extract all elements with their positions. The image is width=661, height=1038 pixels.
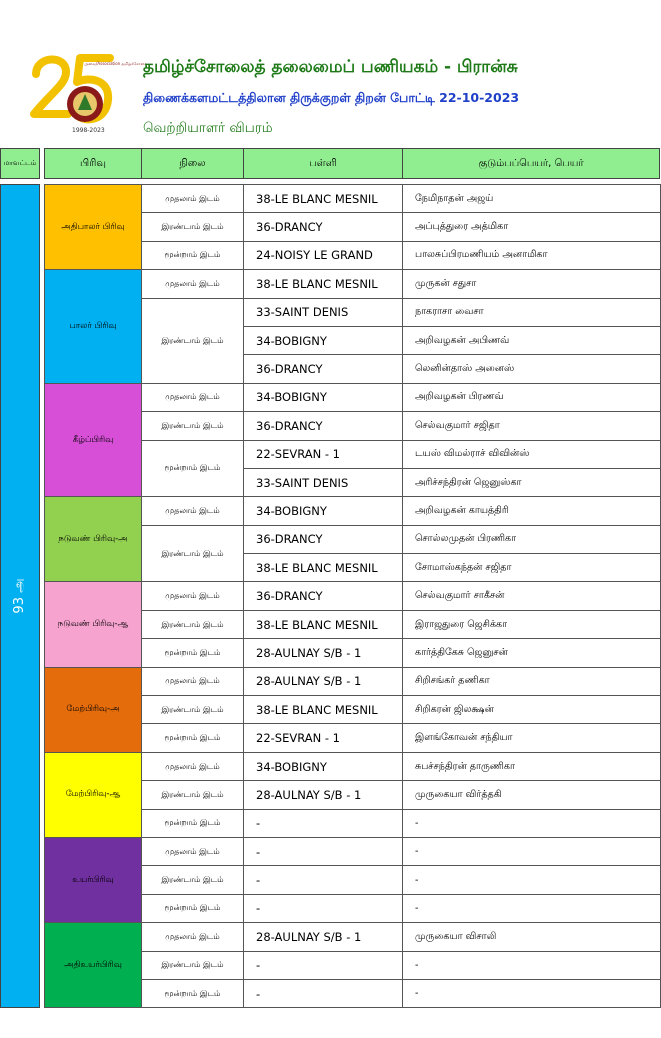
winner-name-cell: நாகராசா வைசா xyxy=(403,298,661,326)
column-header-school: பள்ளி xyxy=(243,148,403,179)
section-title: வெற்றியாளர் விபரம் xyxy=(143,120,273,136)
winner-name-cell: நேமிநாதன் அஜய் xyxy=(403,185,661,213)
school-cell: 34-BOBIGNY xyxy=(244,752,403,780)
winner-name-cell: முருகையா விர்த்தகி xyxy=(403,781,661,809)
place-cell: இரண்டாம் இடம் xyxy=(142,525,244,582)
column-header-place: நிலை xyxy=(141,148,244,179)
school-cell: - xyxy=(244,951,403,979)
winner-name-cell: கார்த்திகேசு ஜெனுசன் xyxy=(403,639,661,667)
winner-name-cell: - xyxy=(403,809,661,837)
school-cell: 38-LE BLANC MESNIL xyxy=(244,185,403,213)
school-cell: 34-BOBIGNY xyxy=(244,326,403,354)
category-cell: மேற்பிரிவு-ஆ xyxy=(45,752,142,837)
school-cell: 28-AULNAY S/B - 1 xyxy=(244,667,403,695)
winner-name-cell: முருகன் சதுசா xyxy=(403,270,661,298)
school-cell: 38-LE BLANC MESNIL xyxy=(244,696,403,724)
winner-name-cell: சோமாஸ்கந்தன் சஜிதா xyxy=(403,554,661,582)
school-cell: 28-AULNAY S/B - 1 xyxy=(244,923,403,951)
table-row xyxy=(45,383,661,411)
results-table xyxy=(44,184,661,1008)
place-cell: மூன்றாம் இடம் xyxy=(142,440,244,497)
place-cell: முதலாம் இடம் xyxy=(142,582,244,610)
place-cell: இரண்டாம் இடம் xyxy=(142,866,244,894)
category-cell: அதிஉயர்பிரிவு xyxy=(45,923,142,1008)
place-cell: மூன்றாம் இடம் xyxy=(142,894,244,922)
page-subtitle: திணைக்களமட்டத்திலான திருக்குறள் திறன் போட்டி 22-10-2023 xyxy=(143,90,520,105)
school-cell: 38-LE BLANC MESNIL xyxy=(244,554,403,582)
winner-name-cell: செல்வகுமார் சஜிதா xyxy=(403,412,661,440)
logo-small-text: அவை/Association தமிழ்ச்சோலை xyxy=(84,61,148,66)
table-row xyxy=(45,582,661,610)
school-cell: 36-DRANCY xyxy=(244,213,403,241)
school-cell: - xyxy=(244,979,403,1007)
table-row xyxy=(45,497,661,525)
category-cell: அதிபாலர் பிரிவு xyxy=(45,185,142,270)
category-cell: நடுவண் பிரிவு-ஆ xyxy=(45,582,142,667)
page-title: தமிழ்ச்சோலைத் தலைமைப் பணியகம் - பிரான்சு xyxy=(143,57,518,77)
winner-name-cell: - xyxy=(403,894,661,922)
winner-name-cell: சுபச்சந்திரன் தாருணிகா xyxy=(403,752,661,780)
place-cell: முதலாம் இடம் xyxy=(142,837,244,865)
school-cell: 34-BOBIGNY xyxy=(244,383,403,411)
place-cell: இரண்டாம் இடம் xyxy=(142,298,244,383)
winner-name-cell: அரிச்சந்திரன் ஜெனுஸ்கா xyxy=(403,468,661,496)
category-cell: கீழ்ப்பிரிவு xyxy=(45,383,142,497)
place-cell: இரண்டாம் இடம் xyxy=(142,213,244,241)
winner-name-cell: இராஜதுரை ஜெசிக்கா xyxy=(403,610,661,638)
school-cell: 38-LE BLANC MESNIL xyxy=(244,610,403,638)
place-cell: முதலாம் இடம் xyxy=(142,270,244,298)
school-cell: 36-DRANCY xyxy=(244,412,403,440)
winner-name-cell: சிறிசங்கர் தணிகா xyxy=(403,667,661,695)
place-cell: முதலாம் இடம் xyxy=(142,383,244,411)
column-header-name: குடும்பப்பெயர், பெயர் xyxy=(402,148,660,179)
place-cell: மூன்றாம் இடம் xyxy=(142,979,244,1007)
place-cell: மூன்றாம் இடம் xyxy=(142,809,244,837)
place-cell: முதலாம் இடம் xyxy=(142,752,244,780)
place-cell: இரண்டாம் இடம் xyxy=(142,781,244,809)
school-cell: 36-DRANCY xyxy=(244,525,403,553)
place-cell: மூன்றாம் இடம் xyxy=(142,241,244,269)
table-row xyxy=(45,752,661,780)
place-cell: இரண்டாம் இடம் xyxy=(142,412,244,440)
table-row xyxy=(45,185,661,213)
district-label: 93 அ xyxy=(12,578,27,614)
category-cell: நடுவண் பிரிவு-அ xyxy=(45,497,142,582)
place-cell: முதலாம் இடம் xyxy=(142,923,244,951)
winner-name-cell: லெனின்தாஸ் அனைஸ் xyxy=(403,355,661,383)
winner-name-cell: சிறிகரன் ஜிலக்ஷன் xyxy=(403,696,661,724)
place-cell: இரண்டாம் இடம் xyxy=(142,610,244,638)
table-row xyxy=(45,923,661,951)
winner-name-cell: அப்புத்துரை அத்மிகா xyxy=(403,213,661,241)
school-cell: - xyxy=(244,809,403,837)
winner-name-cell: - xyxy=(403,837,661,865)
column-header-category: பிரிவு xyxy=(44,148,142,179)
school-cell: 34-BOBIGNY xyxy=(244,497,403,525)
school-cell: 33-SAINT DENIS xyxy=(244,298,403,326)
school-cell: 36-DRANCY xyxy=(244,582,403,610)
winner-name-cell: - xyxy=(403,866,661,894)
school-cell: 36-DRANCY xyxy=(244,355,403,383)
place-cell: இரண்டாம் இடம் xyxy=(142,951,244,979)
place-cell: முதலாம் இடம் xyxy=(142,497,244,525)
school-cell: 33-SAINT DENIS xyxy=(244,468,403,496)
winner-name-cell: டயஸ் விமல்ராச் விவின்ஸ் xyxy=(403,440,661,468)
table-row xyxy=(45,667,661,695)
winner-name-cell: அறிவழகன் காயத்திரி xyxy=(403,497,661,525)
column-header-district: மாவட்டம் xyxy=(0,148,40,179)
school-cell: 28-AULNAY S/B - 1 xyxy=(244,781,403,809)
winner-name-cell: - xyxy=(403,951,661,979)
logo-years: 1998-2023 xyxy=(72,127,105,134)
winner-name-cell: அறிவழகன் பிரணவ் xyxy=(403,383,661,411)
category-cell: பாலர் பிரிவு xyxy=(45,270,142,384)
winner-name-cell: - xyxy=(403,979,661,1007)
school-cell: - xyxy=(244,866,403,894)
school-cell: 24-NOISY LE GRAND xyxy=(244,241,403,269)
table-row xyxy=(45,837,661,865)
school-cell: 28-AULNAY S/B - 1 xyxy=(244,639,403,667)
winner-name-cell: முருகையா விசாலி xyxy=(403,923,661,951)
school-cell: 38-LE BLANC MESNIL xyxy=(244,270,403,298)
category-cell: மேற்பிரிவு-அ xyxy=(45,667,142,752)
winner-name-cell: அறிவழகன் அபிணவ் xyxy=(403,326,661,354)
district-cell xyxy=(0,184,40,1008)
place-cell: முதலாம் இடம் xyxy=(142,667,244,695)
winner-name-cell: பாலசுப்பிரமணியம் அனாமிகா xyxy=(403,241,661,269)
place-cell: முதலாம் இடம் xyxy=(142,185,244,213)
category-cell: உயர்பிரிவு xyxy=(45,837,142,922)
place-cell: மூன்றாம் இடம் xyxy=(142,724,244,752)
winner-name-cell: சொல்லமுதன் பிரணிகா xyxy=(403,525,661,553)
school-cell: 22-SEVRAN - 1 xyxy=(244,724,403,752)
table-row xyxy=(45,270,661,298)
school-cell: 22-SEVRAN - 1 xyxy=(244,440,403,468)
school-cell: - xyxy=(244,837,403,865)
winner-name-cell: இளங்கோவன் சந்தியா xyxy=(403,724,661,752)
school-cell: - xyxy=(244,894,403,922)
anniversary-logo xyxy=(22,52,148,142)
winner-name-cell: செல்வகுமார் சாகீசன் xyxy=(403,582,661,610)
place-cell: இரண்டாம் இடம் xyxy=(142,696,244,724)
place-cell: மூன்றாம் இடம் xyxy=(142,639,244,667)
